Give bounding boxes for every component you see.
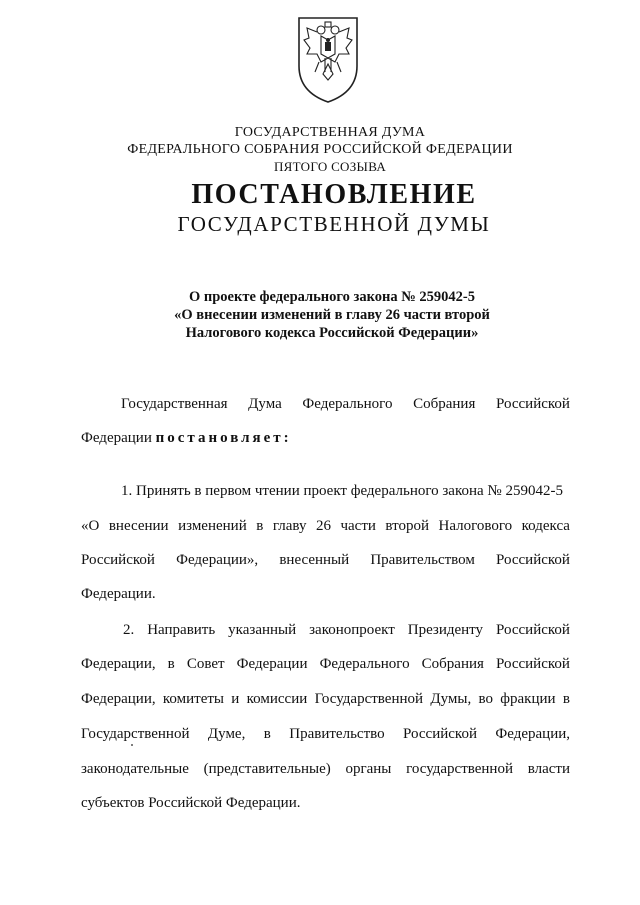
word: Федерального	[302, 396, 393, 412]
word: и	[231, 691, 240, 707]
word: Государственная	[121, 396, 228, 412]
bill-title-line-3: Налогового кодекса Российской Федерации»	[185, 325, 479, 341]
word: второй	[385, 518, 429, 534]
word: кодекса	[521, 518, 570, 534]
word: Дума	[248, 396, 282, 412]
word: Российской	[496, 552, 570, 568]
word: Совет	[186, 656, 225, 672]
word: фракции	[500, 691, 556, 707]
word: Российской	[81, 552, 155, 568]
word: комитеты	[162, 691, 224, 707]
word: Направить	[147, 622, 216, 638]
bill-title-line-2: «О внесении изменений в главу 26 части второй	[174, 307, 490, 323]
bill-title-line-1: О проекте федерального закона № 259042-5	[188, 289, 476, 305]
item1-line-4: Федерации.	[81, 586, 156, 602]
word: 2.	[123, 622, 135, 638]
word: Российской	[496, 656, 570, 672]
word: Государственной	[314, 691, 424, 707]
word: Думы,	[430, 691, 472, 707]
word: (представительные)	[203, 761, 331, 777]
word: Федерального	[319, 656, 410, 672]
word: внесении	[108, 518, 169, 534]
preamble-line-2	[81, 428, 570, 448]
word: внесенный	[279, 552, 350, 568]
word: указанный	[228, 622, 297, 638]
word: Федерации,	[81, 691, 156, 707]
word: Федерации,	[495, 726, 570, 742]
coat-of-arms-emblem	[295, 14, 361, 104]
header-line-1: ГОСУДАРСТВЕННАЯ ДУМА	[234, 125, 426, 140]
item2-line-3	[81, 689, 570, 709]
item2-line-2	[81, 654, 570, 674]
word: Правительством	[370, 552, 475, 568]
preamble-line-1	[81, 394, 570, 414]
preamble-text: Федерации	[81, 430, 152, 446]
word: законодательные	[81, 761, 189, 777]
document-title: ПОСТАНОВЛЕНИЕ	[191, 179, 477, 210]
word: в	[263, 726, 271, 742]
word: Правительство	[289, 726, 385, 742]
item1-line-1: 1. Принять в первом чтении проект федерального закона № 259042-5	[121, 483, 563, 499]
item2-line-4	[81, 724, 570, 744]
word: Федерации,	[81, 656, 156, 672]
header-line-2: ФЕДЕРАЛЬНОГО СОБРАНИЯ РОССИЙСКОЙ ФЕДЕРАЦИИ	[127, 142, 513, 157]
word: Государственной	[81, 726, 190, 742]
word: государственной	[406, 761, 513, 777]
word: Президенту	[407, 622, 484, 638]
item2-line-6: субъектов Российской Федерации.	[81, 795, 301, 811]
word: 26	[315, 518, 331, 534]
word: власти	[527, 761, 570, 777]
speck-mark	[131, 744, 133, 746]
word: части	[340, 518, 376, 534]
word: Российской	[403, 726, 477, 742]
word: во	[478, 691, 493, 707]
word: «О	[81, 518, 100, 534]
word: в	[256, 518, 264, 534]
word: комиссии	[246, 691, 308, 707]
word: Российской	[496, 622, 570, 638]
item2-line-1	[81, 620, 570, 640]
resolves-text: постановляет:	[155, 430, 292, 446]
word: Федерации	[236, 656, 308, 672]
word: главу	[272, 518, 307, 534]
item2-line-5	[81, 759, 570, 779]
word: Федерации»,	[176, 552, 259, 568]
header-line-3: ПЯТОГО СОЗЫВА	[273, 159, 387, 174]
word: Налогового	[438, 518, 513, 534]
word: Думе,	[207, 726, 246, 742]
word: в	[562, 691, 570, 707]
word: Собрания	[413, 396, 476, 412]
word: органы	[345, 761, 392, 777]
word: в	[167, 656, 175, 672]
word: Собрания	[421, 656, 484, 672]
item1-line-2	[81, 516, 570, 536]
word: изменений	[178, 518, 247, 534]
item1-line-3	[81, 550, 570, 570]
document-subtitle: ГОСУДАРСТВЕННОЙ ДУМЫ	[177, 212, 491, 236]
word: Российской	[496, 396, 570, 412]
word: законопроект	[309, 622, 395, 638]
